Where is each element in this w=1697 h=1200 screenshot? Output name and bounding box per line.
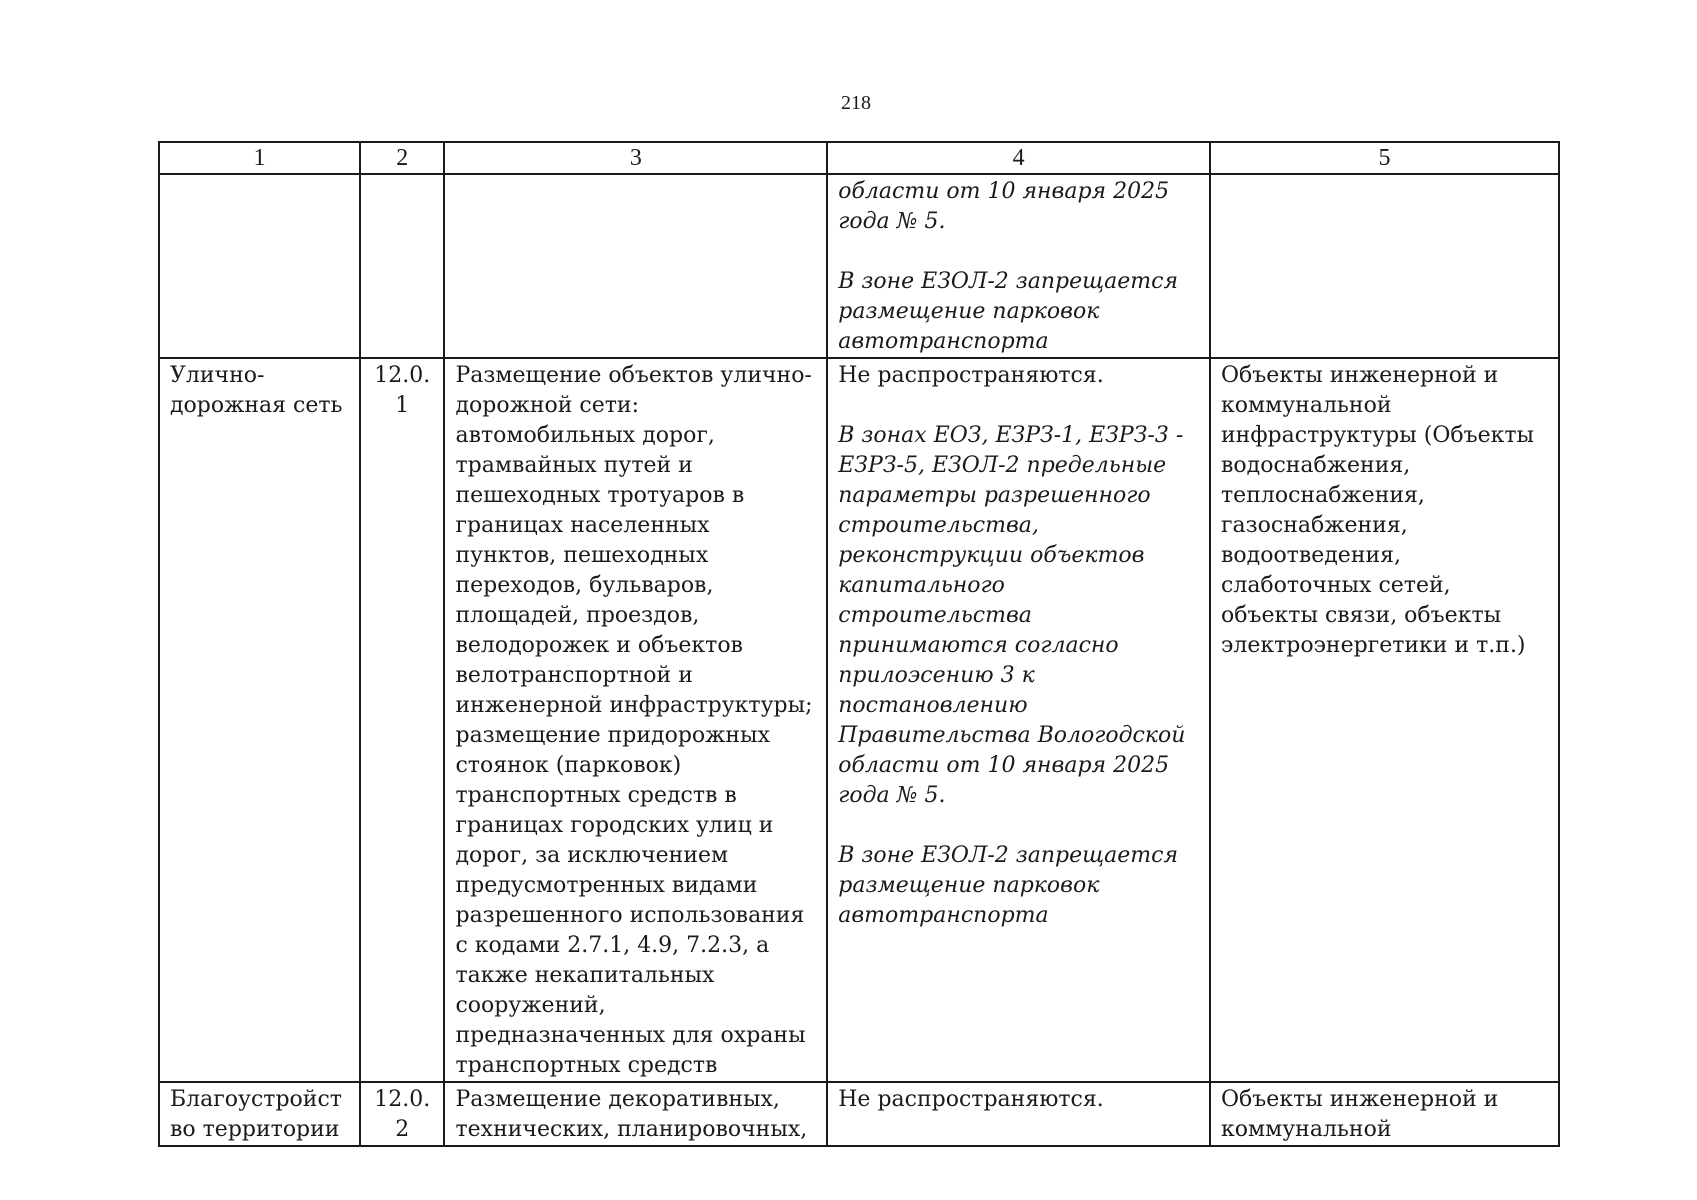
cell-code: 12.0.1: [360, 358, 445, 1082]
cell-description: Размещение объектов улично-дорожной сети: автомобильных дорог, трамвайных путей и пешеходных тротуаров в границах населенных пунктов, пешеходных переходов, бульваров, площадей, проездов, велодорожек и объектов велотранспортной и инженерной инфраструктуры; размещение придорожных стоянок (парковок) транспортных средств в границах городских улиц и дорог, за исключением предусмотренных видами разрешенного использования с кодами 2.7.1, 4.9, 7.2.3, а также некапитальных сооружений, предназначенных для охраны транспортных средств: [444, 358, 827, 1082]
cell-use-name: Благоустройство территории: [159, 1082, 360, 1146]
header-row: [159, 142, 1559, 174]
table-row: [159, 174, 1559, 358]
header-col-5: 5: [1210, 142, 1559, 174]
header-col-4: 4: [827, 142, 1210, 174]
parameters-paragraph: В зоне ЕЗОЛ-2 запрещается размещение парковок автотранспорта: [838, 843, 1179, 928]
cell-parameters: Не распространяются.: [827, 1082, 1210, 1146]
cell-description: Размещение декоративных, технических, планировочных,: [444, 1082, 827, 1146]
parameters-paragraph: В зоне ЕЗОЛ-2 запрещается размещение парковок автотранспорта: [838, 269, 1179, 354]
cell-auxiliary-uses: [1210, 174, 1559, 358]
parameters-paragraph: В зонах ЕОЗ, ЕЗРЗ-1, ЕЗРЗ-3 - ЕЗРЗ-5, ЕЗОЛ-2 предельные параметры разрешенного строительства, реконструкции объектов капитального строительства принимаются согласно прилоэсению 3 к постановлению Правительства Вологодской области от 10 января 2025 года № 5.: [838, 423, 1186, 808]
cell-use-name: [159, 174, 360, 358]
header-col-1: 1: [159, 142, 360, 174]
header-col-3: 3: [444, 142, 827, 174]
cell-auxiliary-uses: Объекты инженерной и коммунальной: [1210, 1082, 1559, 1146]
cell-auxiliary-uses: Объекты инженерной и коммунальной инфраструктуры (Объекты водоснабжения, теплоснабжения, газоснабжения, водоотведения, слаботочных сетей, объекты связи, объекты электроэнергетики и т.п.): [1210, 358, 1559, 1082]
cell-code: 12.0.2: [360, 1082, 445, 1146]
permitted-use-table: [158, 141, 1560, 1147]
cell-parameters: [827, 174, 1210, 358]
table-row: [159, 1082, 1559, 1146]
parameters-paragraph: области от 10 января 2025 года № 5.: [838, 179, 1170, 234]
cell-parameters: [827, 358, 1210, 1082]
header-col-2: 2: [360, 142, 445, 174]
page-number: 218: [841, 92, 871, 114]
parameters-paragraph: Не распространяются.: [838, 363, 1104, 388]
cell-code: [360, 174, 445, 358]
table-row: [159, 358, 1559, 1082]
cell-use-name: Улично-дорожная сеть: [159, 358, 360, 1082]
cell-description: [444, 174, 827, 358]
